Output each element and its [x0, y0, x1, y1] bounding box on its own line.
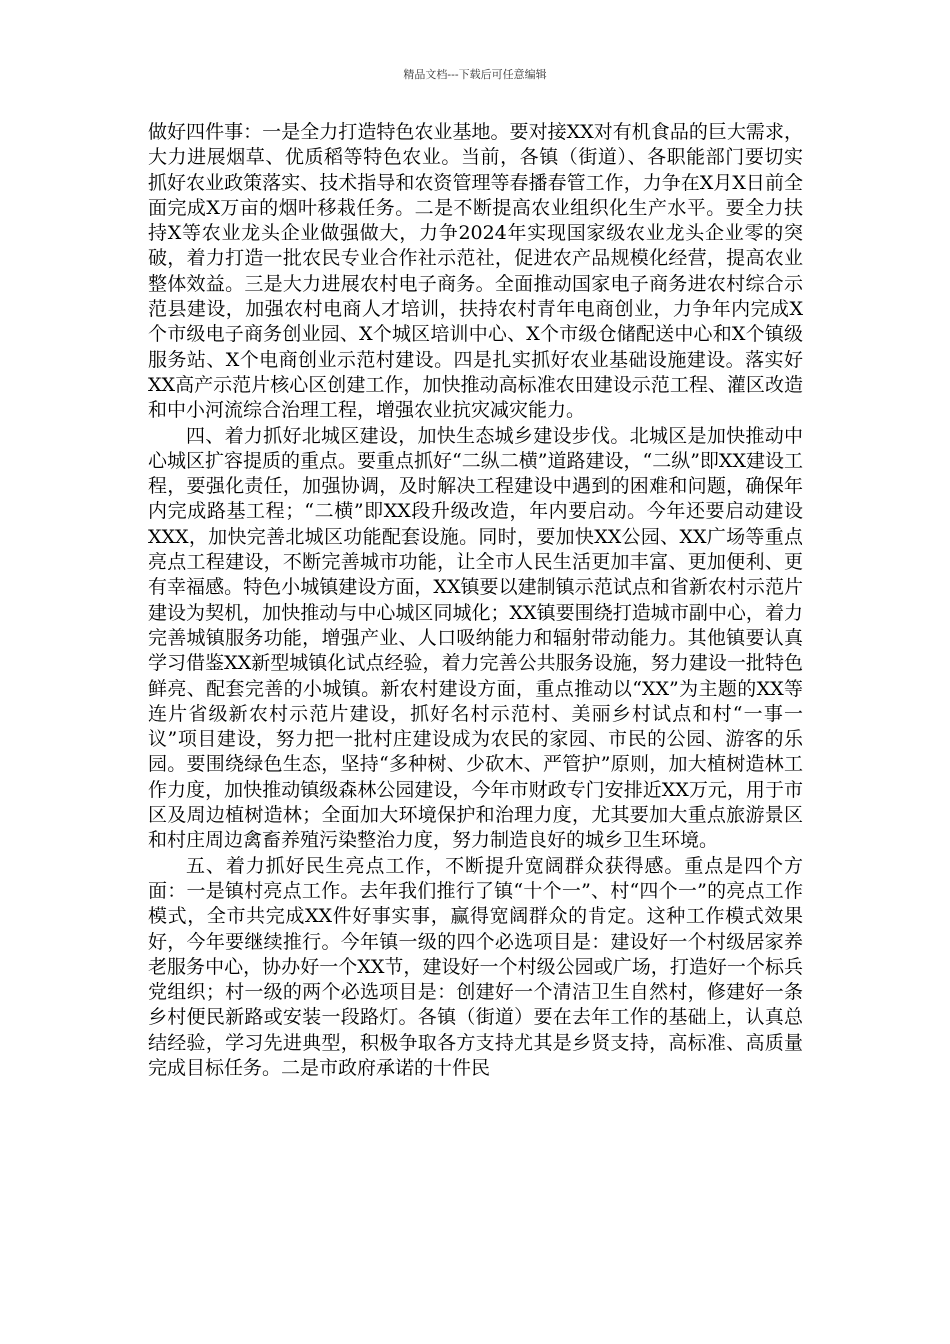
- page-header: 精品文档---下载后可任意编辑: [403, 68, 547, 81]
- paragraph-livelihood: 五、着力抓好民生亮点工作，不断提升宽阔群众获得感。重点是四个方面：一是镇村亮点工作。去年我们推行了镇“十个一”、村“四个一”的亮点工作模式，全市共完成XX件好事实事，赢得宽阔群众的肯定。这种工作模式效果好，今年要继续推行。今年镇一级的四个必选项目是：建设好一个村级居家养老服务中心，协办好一个XX节，建设好一个村级公园或广场，打造好一个标兵党组织；村一级的两个必选项目是：创建好一个清洁卫生自然村，修建好一条乡村便民新路或安装一段路灯。各镇（街道）要在去年工作的基础上，认真总结经验，学习先进典型，积极争取各方支持尤其是乡贤支持，高标准、高质量完成目标任务。二是市政府承诺的十件民: [148, 854, 803, 1079]
- document-body: [148, 120, 803, 1081]
- paragraph-agriculture: 做好四件事：一是全力打造特色农业基地。要对接XX对有机食品的巨大需求，大力进展烟草、优质稻等特色农业。当前，各镇（街道）、各职能部门要切实抓好农业政策落实、技术指导和农资管理等春播春管工作，力争在X月X日前全面完成X万亩的烟叶移栽任务。二是不断提高农业组织化生产水平。要全力扶持X等农业龙头企业做强做大，力争2024年实现国家级农业龙头企业零的突破，着力打造一批农民专业合作社示范社，促进农产品规模化经营，提高农业整体效益。三是大力进展农村电子商务。全面推动国家电子商务进农村综合示范县建设，加强农村电商人才培训，扶持农村青年电商创业，力争年内完成X个市级电子商务创业园、X个城区培训中心、X个市级仓储配送中心和X个镇级服务站、X个电商创业示范村建设。四是扎实抓好农业基础设施建设。落实好XX高产示范片核心区创建工作，加快推动高标准农田建设示范工程、灌区改造和中小河流综合治理工程，增强农业抗灾减灾能力。: [148, 121, 803, 422]
- paragraph-north-district: 四、着力抓好北城区建设，加快生态城乡建设步伐。北城区是加快推动中心城区扩容提质的重点。要重点抓好“二纵二横”道路建设，“二纵”即XX建设工程，要强化责任，加强协调，及时解决工程建设中遇到的困难和问题，确保年内完成路基工程；“二横”即XX段升级改造，年内要启动。今年还要启动建设XXX，加快完善北城区功能配套设施。同时，要加快XX公园、XX广场等重点亮点工程建设，不断完善城市功能，让全市人民生活更加丰富、更加便利、更有幸福感。特色小城镇建设方面，XX镇要以建制镇示范试点和省新农村示范片建设为契机，加快推动与中心城区同城化；XX镇要围绕打造城市副中心，着力完善城镇服务功能，增强产业、人口吸纳能力和辐射带动能力。其他镇要认真学习借鉴XX新型城镇化试点经验，着力完善公共服务设施，努力建设一批特色鲜亮、配套完善的小城镇。新农村建设方面，重点推动以“XX”为主题的XX等连片省级新农村示范片建设，抓好名村示范村、美丽乡村试点和村“一事一议”项目建设，努力把一批村庄建设成为农民的家园、市民的公园、游客的乐园。要围绕绿色生态，坚持“多种树、少砍木、严管护”原则，加大植树造林工作力度，加快推动镇级森林公园建设，今年市财政专门安排近XX万元，用于市区及周边植树造林；全面加大环境保护和治理力度，尤其要加大重点旅游景区和村庄周边禽畜养殖污染整治力度，努力制造良好的城乡卫生环境。: [148, 424, 803, 852]
